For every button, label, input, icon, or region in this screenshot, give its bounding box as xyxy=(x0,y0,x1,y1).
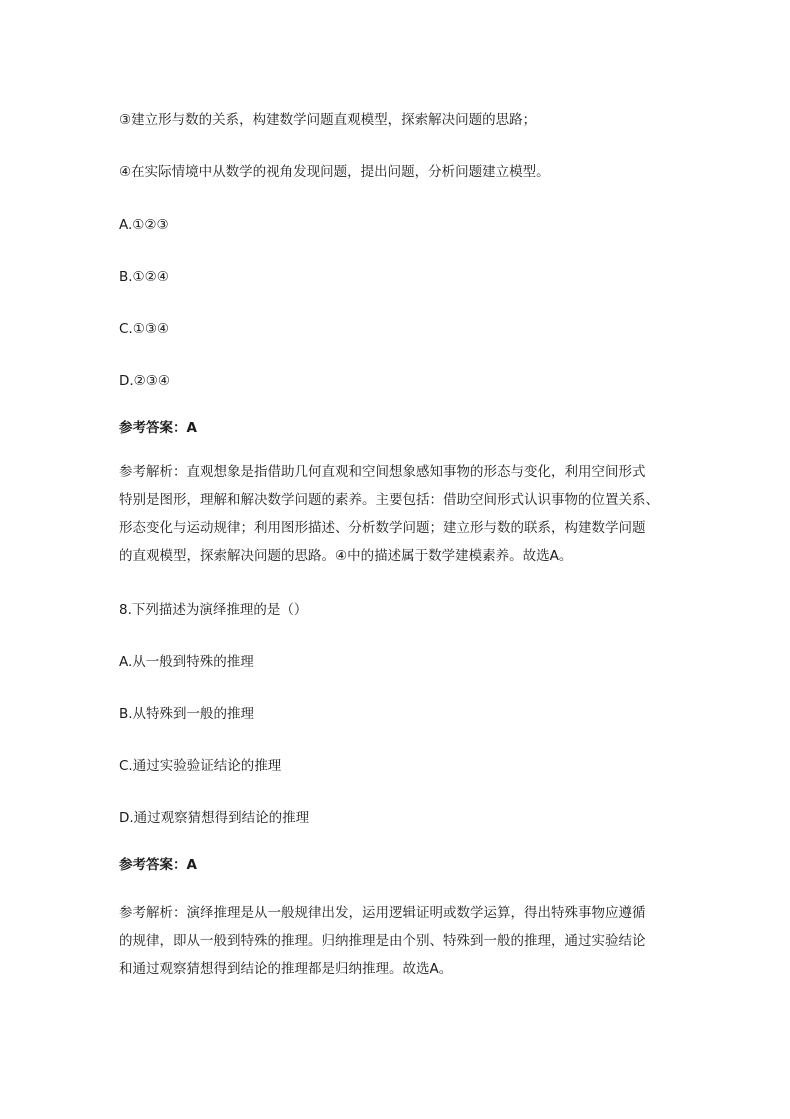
q8-option-b: B.从特殊到一般的推理 xyxy=(119,706,255,722)
q8-analysis-line: 和通过观察猜想得到结论的推理都是归纳推理。故选A。 xyxy=(119,961,453,977)
q7-option-d: D.②③④ xyxy=(119,373,170,389)
q8-answer: 参考答案：A xyxy=(119,857,197,873)
q7-analysis-line: 特别是图形，理解和解决数学问题的素养。主要包括：借助空间形式认识事物的位置关系、 xyxy=(119,492,659,508)
q7-analysis-line: 形态变化与运动规律；利用图形描述、分析数学问题；建立形与数的联系，构建数学问题 xyxy=(119,520,646,536)
q7-option-a: A.①②③ xyxy=(119,217,169,233)
q7-answer: 参考答案：A xyxy=(119,420,197,436)
q7-statement-4: ④在实际情境中从数学的视角发现问题，提出问题，分析问题建立模型。 xyxy=(119,164,550,180)
q8-analysis-line: 的规律，即从一般到特殊的推理。归纳推理是由个别、特殊到一般的推理，通过实验结论 xyxy=(119,933,646,949)
q8-question: 8.下列描述为演绎推理的是（） xyxy=(119,602,308,618)
q8-option-c: C.通过实验验证结论的推理 xyxy=(119,758,282,774)
q7-option-b: B.①②④ xyxy=(119,269,169,285)
q7-analysis-line: 的直观模型，探索解决问题的思路。④中的描述属于数学建模素养。故选A。 xyxy=(119,548,573,564)
q8-option-a: A.从一般到特殊的推理 xyxy=(119,654,254,670)
q7-analysis-line: 参考解析：直观想象是指借助几何直观和空间想象感知事物的形态与变化，利用空间形式 xyxy=(119,464,646,480)
q7-option-c: C.①③④ xyxy=(119,321,170,337)
q7-analysis xyxy=(119,458,679,570)
q8-analysis xyxy=(119,899,679,983)
q7-statement-3: ③建立形与数的关系，构建数学问题直观模型，探索解决问题的思路； xyxy=(119,112,537,128)
q8-analysis-line: 参考解析：演绎推理是从一般规律出发，运用逻辑证明或数学运算，得出特殊事物应遵循 xyxy=(119,905,646,921)
q8-option-d: D.通过观察猜想得到结论的推理 xyxy=(119,810,310,826)
